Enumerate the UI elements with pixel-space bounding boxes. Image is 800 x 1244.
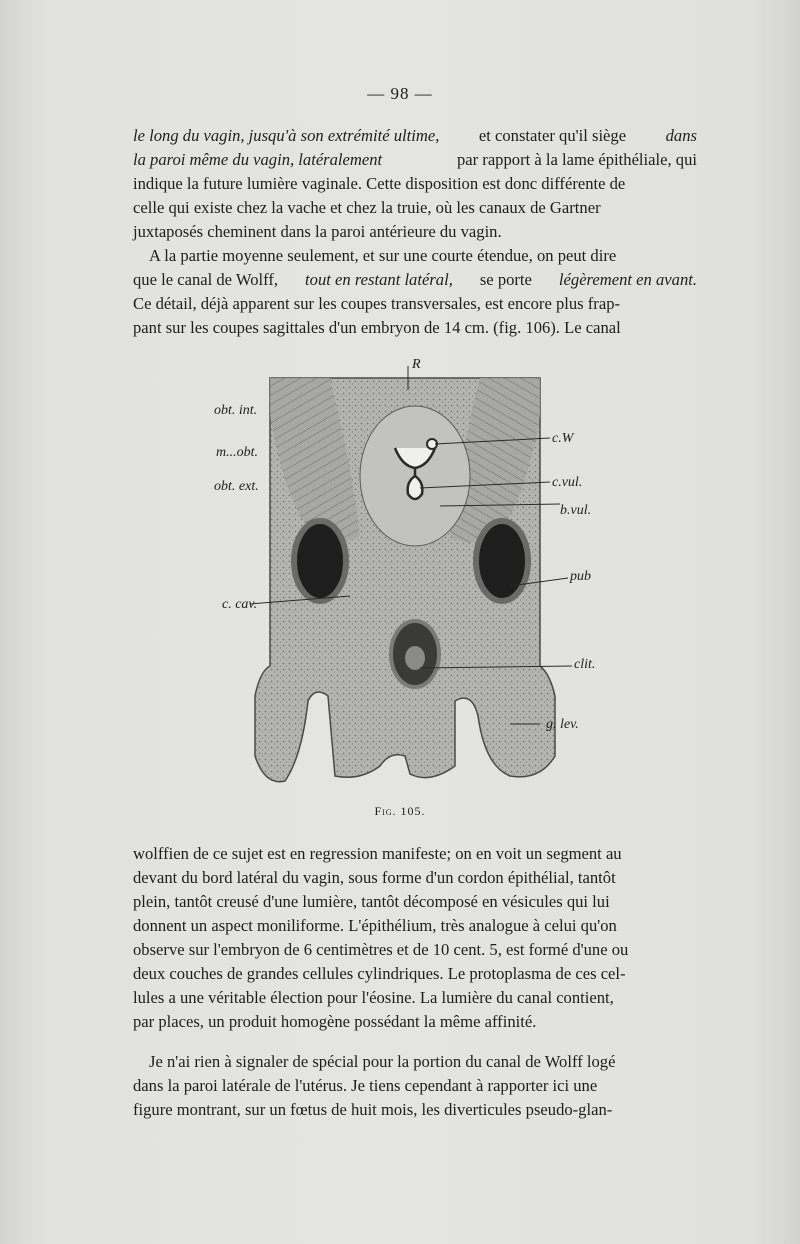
text-span: lules a une véritable élection pour l'éosine. La lumière du canal contient, (133, 988, 614, 1007)
label-g-lev: g. lev. (546, 717, 579, 732)
text-line (133, 1074, 697, 1098)
text-span: par places, un produit homogène possédant la même affinité. (133, 1012, 537, 1031)
label-obt-int: obt. int. (214, 403, 258, 418)
label-obt-ext: obt. ext. (214, 479, 259, 494)
text-span: wolffien de ce sujet est en regression manifeste; on en voit un segment au (133, 844, 622, 863)
text-span: et constater qu'il siège (478, 126, 627, 145)
text-span: légèrement en avant. (558, 270, 697, 289)
text-line (133, 124, 697, 148)
page-number: — 98 — (367, 84, 433, 103)
text-span: que le canal de Wolff, (133, 270, 279, 289)
label-b-vul: b.vul. (560, 503, 592, 518)
text-span: pant sur les coupes sagittales d'un embryon de 14 cm. (fig. 106). Le canal (133, 318, 621, 337)
text-line (133, 1050, 697, 1074)
text-line (133, 1098, 697, 1122)
cavernous-body-right (476, 521, 528, 601)
label-c-W: c.W (552, 431, 574, 446)
text-line (133, 244, 697, 268)
label-R: R (412, 357, 421, 372)
label-clit: clit. (574, 657, 596, 672)
text-span: par rapport à la lame épithéliale, qui (456, 150, 697, 169)
text-span: observe sur l'embryon de 6 centimètres et de 10 cent. 5, est formé d'une ou (133, 940, 629, 959)
paragraph-4 (133, 1050, 697, 1122)
text-line (133, 1010, 697, 1034)
label-pub: pub (570, 569, 591, 584)
text-span: figure montrant, sur un fœtus de huit mois, les diverticules pseudo-glan- (133, 1100, 613, 1119)
text-span: Je n'ai rien à signaler de spécial pour la portion du canal de Wolff logé (149, 1052, 616, 1071)
text-line (133, 986, 697, 1010)
label-c-vul: c.vul. (552, 475, 583, 490)
text-span: la paroi même du vagin, latéralement (133, 150, 383, 169)
text-span: dans la paroi latérale de l'utérus. Je tiens cependant à rapporter ici une (133, 1076, 598, 1095)
text-span: Ce détail, déjà apparent sur les coupes transversales, est encore plus frap- (133, 294, 621, 313)
text-line (133, 316, 697, 340)
paragraph-1 (133, 124, 697, 244)
text-span: plein, tantôt creusé d'une lumière, tantôt décomposé en vésicules qui lui (133, 892, 610, 911)
text-span: juxtaposés cheminent dans la paroi antérieure du vagin. (133, 222, 502, 241)
text-line (133, 914, 697, 938)
text-span: A la partie moyenne seulement, et sur une courte étendue, on peut dire (149, 246, 617, 265)
text-line (133, 842, 697, 866)
cavernous-body-left (294, 521, 346, 601)
clitoris-core (405, 646, 425, 670)
text-line (133, 866, 697, 890)
text-line (133, 890, 697, 914)
text-line (133, 268, 697, 292)
text-line (133, 938, 697, 962)
text-span: tout en restant latéral, (305, 270, 453, 289)
text-span: dans (665, 126, 697, 145)
text-line (133, 220, 697, 244)
text-span: se porte (479, 270, 532, 289)
text-span: celle qui existe chez la vache et chez la truie, où les canaux de Gartner (133, 198, 601, 217)
text-span: donnent un aspect moniliforme. L'épithélium, très analogue à celui qu'on (133, 916, 617, 935)
text-span: devant du bord latéral du vagin, sous forme d'un cordon épithélial, tantôt (133, 868, 616, 887)
paragraph-2 (133, 244, 697, 340)
label-m-obt: m...obt. (216, 445, 258, 460)
text-line (133, 196, 697, 220)
text-span: le long du vagin, jusqu'à son extrémité ultime, (133, 126, 440, 145)
text-line (133, 292, 697, 316)
text-span: deux couches de grandes cellules cylindriques. Le protoplasma de ces cel- (133, 964, 626, 983)
text-line (133, 148, 697, 172)
text-line (133, 962, 697, 986)
figure-caption: Fig. 105. (374, 804, 426, 818)
text-span: indique la future lumière vaginale. Cette disposition est donc différente de (133, 174, 626, 193)
label-c-cav: c. cav. (222, 597, 258, 612)
anatomical-figure (210, 356, 630, 796)
paragraph-3 (133, 842, 697, 1034)
text-line (133, 172, 697, 196)
